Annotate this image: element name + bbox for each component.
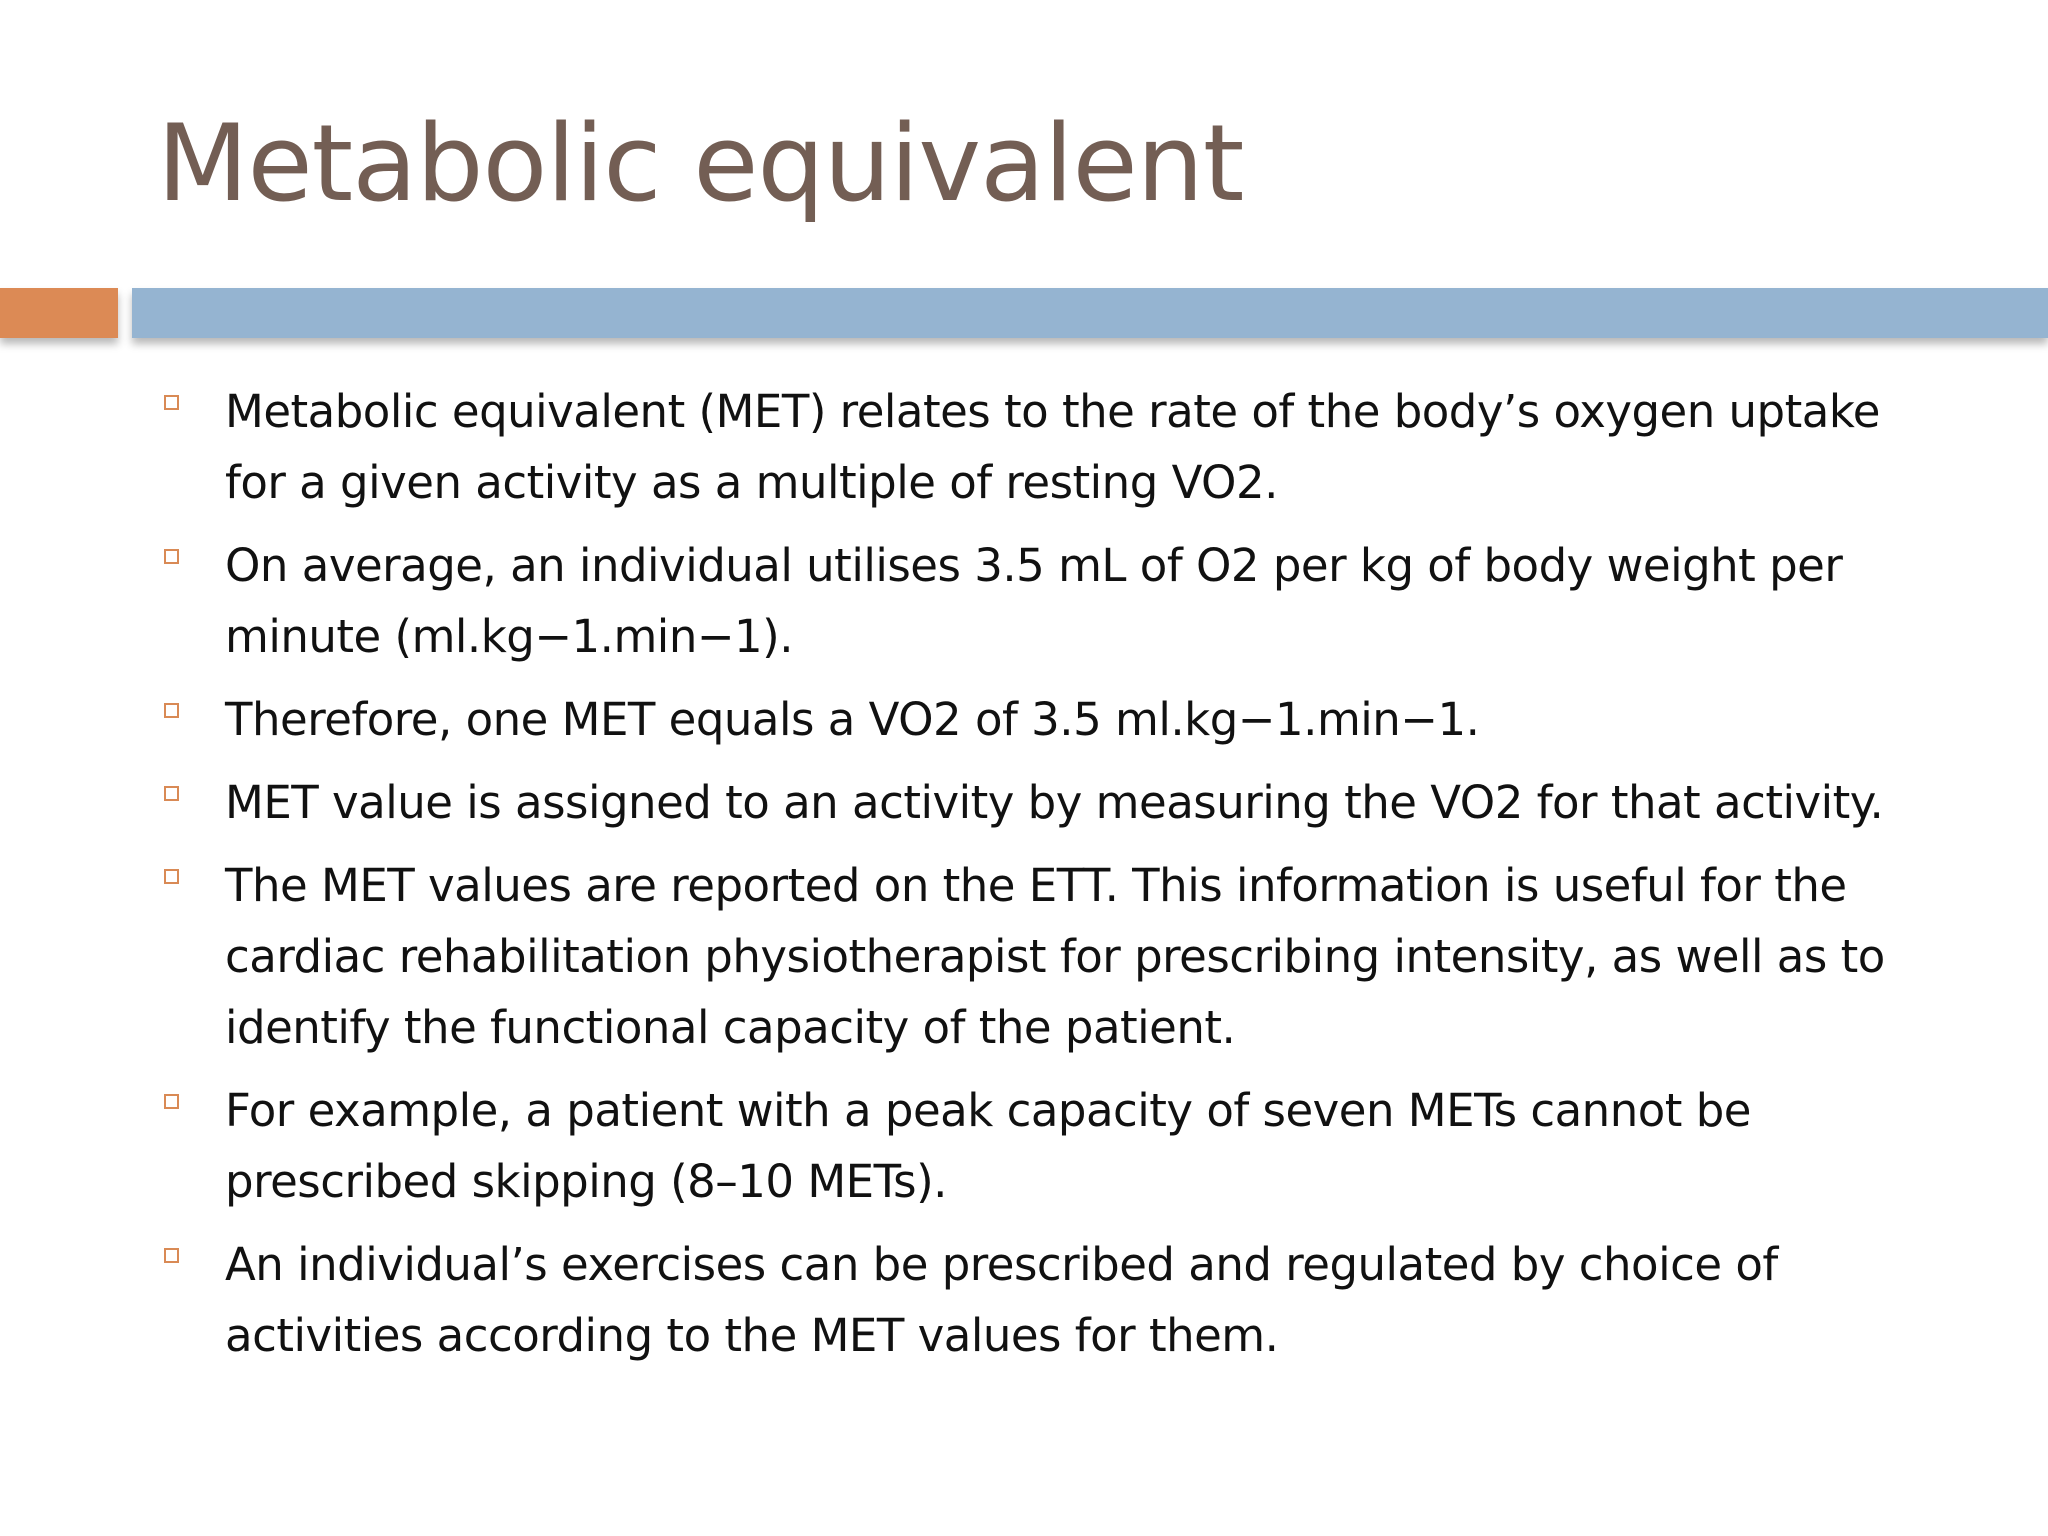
- bullet-item: [160, 767, 1940, 838]
- bullet-text: Therefore, one MET equals a VO2 of 3.5 ml.kg−1.min−1.: [225, 693, 1480, 746]
- hollow-square-bullet-icon: [164, 869, 179, 884]
- bullet-item: [160, 530, 1940, 672]
- accent-bar-blue: [132, 288, 2048, 338]
- accent-bar-orange: [0, 288, 118, 338]
- bullet-text: For example, a patient with a peak capacity of seven METs cannot be prescribed skipping (8–10 METs).: [225, 1084, 1751, 1208]
- hollow-square-bullet-icon: [164, 1248, 179, 1263]
- hollow-square-bullet-icon: [164, 549, 179, 564]
- bullet-text: MET value is assigned to an activity by measuring the VO2 for that activity.: [225, 776, 1884, 829]
- bullet-item: [160, 1075, 1940, 1217]
- bullet-item: [160, 376, 1940, 518]
- bullet-list: [160, 376, 1940, 1383]
- bullet-text: Metabolic equivalent (MET) relates to the rate of the body’s oxygen uptake for a given activity as a multiple of resting VO2.: [225, 385, 1880, 509]
- hollow-square-bullet-icon: [164, 786, 179, 801]
- bullet-item: [160, 1229, 1940, 1371]
- hollow-square-bullet-icon: [164, 1094, 179, 1109]
- hollow-square-bullet-icon: [164, 395, 179, 410]
- slide-title: Metabolic equivalent: [157, 102, 1244, 225]
- bullet-item: [160, 684, 1940, 755]
- bullet-text: The MET values are reported on the ETT. This information is useful for the cardiac rehabilitation physiotherapist for prescribing intensity, as well as to identify the functional capacity of the patient.: [225, 859, 1885, 1054]
- bullet-item: [160, 850, 1940, 1063]
- hollow-square-bullet-icon: [164, 703, 179, 718]
- bullet-text: An individual’s exercises can be prescribed and regulated by choice of activities according to the MET values for them.: [225, 1238, 1778, 1362]
- bullet-text: On average, an individual utilises 3.5 mL of O2 per kg of body weight per minute (ml.kg−1.min−1).: [225, 539, 1843, 663]
